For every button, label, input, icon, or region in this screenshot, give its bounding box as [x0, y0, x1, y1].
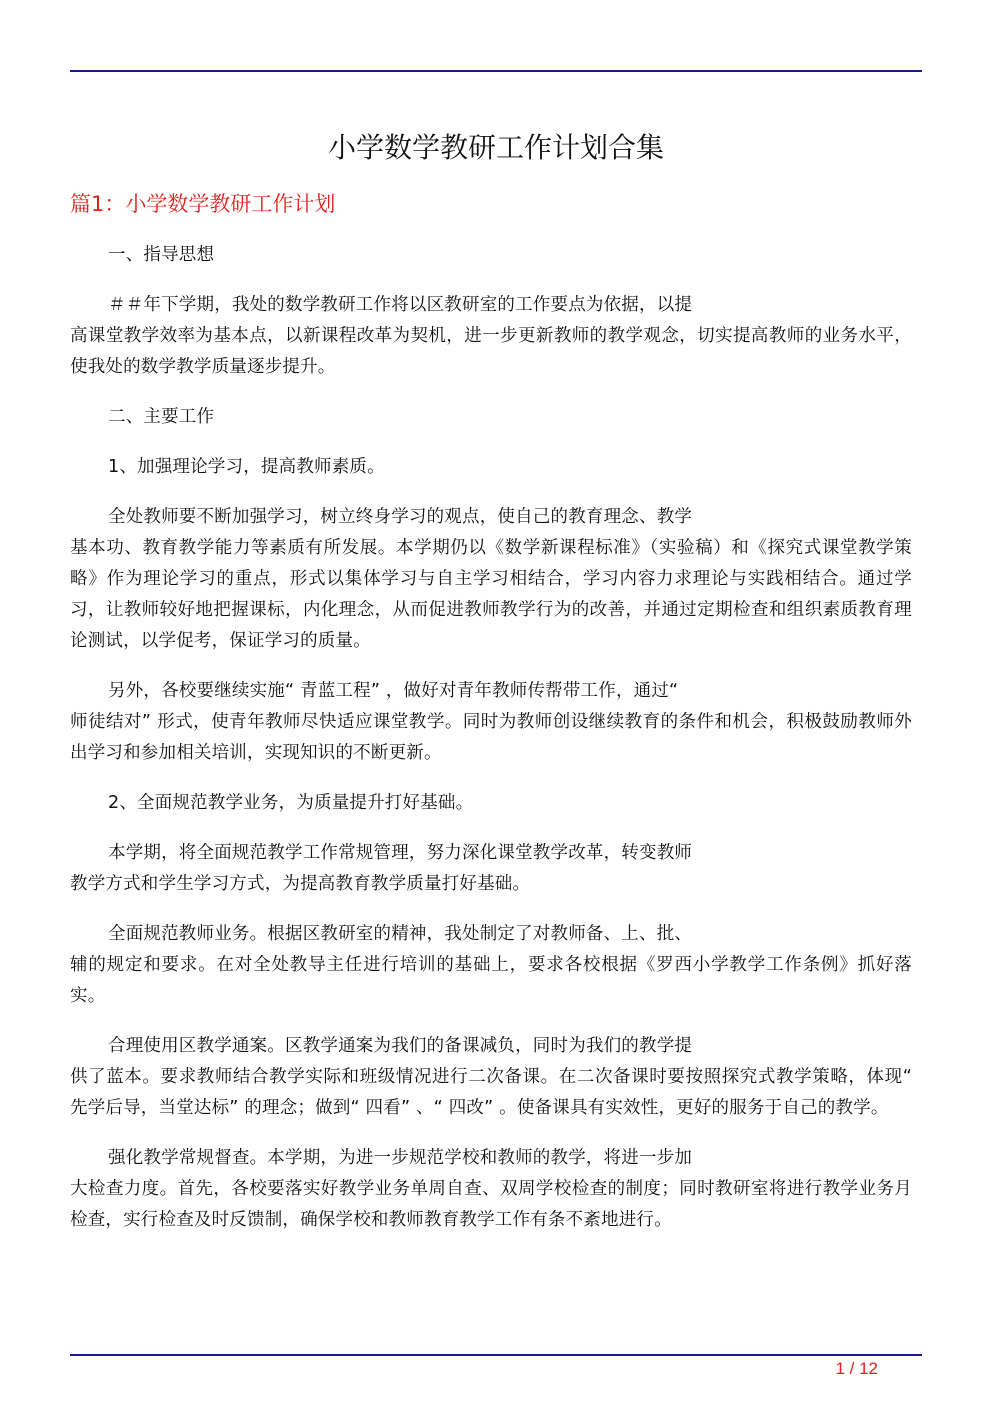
paragraph [70, 1143, 912, 1236]
paragraph-rest: 基本功、教育教学能力等素质有所发展。本学期仍以《数学新课程标准》（实验稿）和《探究式课堂教学策略》作为理论学习的重点，形式以集体学习与自主学习相结合，学习内容力求理论与实践相结合。通过学习，让教师较好地把握课标，内化理念，从而促进教师教学行为的改善，并通过定期检查和组织素质教育理论测试，以学促考，保证学习的质量。 [70, 538, 912, 651]
paragraph [70, 838, 912, 900]
paragraph-rest: 供了蓝本。要求教师结合教学实际和班级情况进行二次备课。在二次备课时要按照探究式教学策略，体现“ 先学后导，当堂达标” 的理念；做到“ 四看” 、“ 四改” 。使备课具有实效性，更好的服务于自己的教学。 [70, 1067, 912, 1118]
paragraph-first-line: 强化教学常规督查。本学期，为进一步规范学校和教师的教学，将进一步加 [108, 1148, 693, 1168]
paragraph [70, 240, 912, 271]
paragraph-first-line: ＃＃年下学期，我处的数学教研工作将以区教研室的工作要点为依据，以提 [108, 295, 693, 315]
paragraph-first-line: 1、加强理论学习，提高教师素质。 [108, 457, 385, 477]
paragraph [70, 402, 912, 433]
paragraph-rest: 大检查力度。首先，各校要落实好教学业务单周自查、双周学校检查的制度；同时教研室将进行教学业务月检查，实行检查及时反馈制，确保学校和教师教育教学工作有条不紊地进行。 [70, 1179, 912, 1230]
paragraph-first-line: 合理使用区教学通案。区教学通案为我们的备课减负，同时为我们的教学提 [108, 1036, 693, 1056]
paragraph [70, 676, 912, 769]
header-rule [70, 70, 922, 72]
paragraph-first-line: 全面规范教师业务。根据区教研室的精神，我处制定了对教师备、上、批、 [108, 924, 693, 944]
paragraph-rest: 师徒结对” 形式，使青年教师尽快适应课堂教学。同时为教师创设继续教育的条件和机会，积极鼓励教师外出学习和参加相关培训，实现知识的不断更新。 [70, 712, 912, 763]
paragraph-first-line: 二、主要工作 [108, 407, 215, 427]
section-title: 篇1：小学数学教研工作计划 [70, 192, 336, 216]
footer-rule [70, 1354, 922, 1356]
paragraph-first-line: 一、指导思想 [108, 245, 215, 265]
paragraph [70, 452, 912, 483]
paragraph-rest: 教学方式和学生学习方式，为提高教育教学质量打好基础。 [70, 874, 531, 894]
paragraph [70, 502, 912, 657]
paragraph-first-line: 2、全面规范教学业务，为质量提升打好基础。 [108, 793, 474, 813]
paragraph [70, 1031, 912, 1124]
paragraph-rest: 高课堂教学效率为基本点，以新课程改革为契机，进一步更新教师的教学观念，切实提高教师的业务水平，使我处的数学教学质量逐步提升。 [70, 326, 912, 377]
document-body [70, 240, 912, 1255]
paragraph-first-line: 全处教师要不断加强学习，树立终身学习的观点，使自己的教育理念、教学 [108, 507, 693, 527]
paragraph [70, 788, 912, 819]
paragraph [70, 919, 912, 1012]
paragraph-rest: 辅的规定和要求。在对全处教导主任进行培训的基础上，要求各校根据《罗西小学教学工作条例》抓好落实。 [70, 955, 912, 1006]
paragraph-first-line: 本学期，将全面规范教学工作常规管理，努力深化课堂教学改革，转变教师 [108, 843, 693, 863]
paragraph-first-line: 另外，各校要继续实施“ 青蓝工程” ，做好对青年教师传帮带工作，通过“ [108, 681, 679, 701]
paragraph [70, 290, 912, 383]
document-title: 小学数学教研工作计划合集 [327, 131, 664, 164]
page-number: 1 / 12 [835, 1359, 878, 1378]
